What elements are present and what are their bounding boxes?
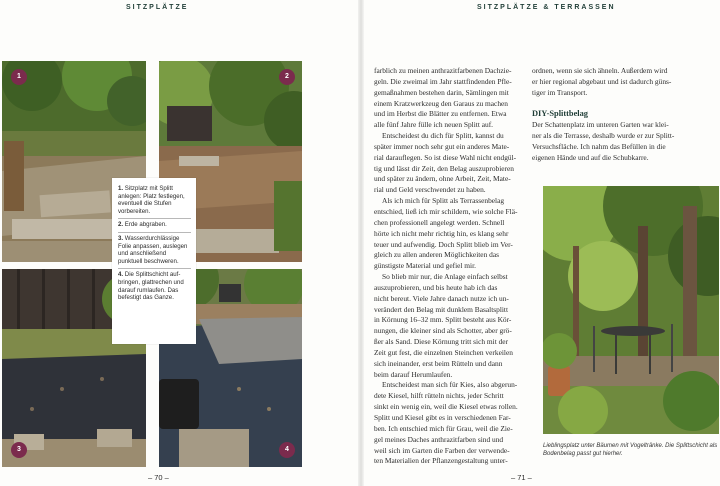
photo-badge-1: 1: [11, 69, 27, 85]
text-line: günstigste Material und gefiel mir.: [374, 261, 477, 271]
step-text: Sitzplatz mit Splitt anlegen: Platz festlegen, eventuell die Stufen vorbereiten.: [118, 185, 185, 215]
text-line: gel meines Daches anthrazitfarben sind und: [374, 434, 504, 444]
text-line: verändert den Belag mit dunklem Basaltsplitt: [374, 304, 509, 314]
text-line: gleich zu allen anderen Möglichkeiten das: [374, 250, 499, 260]
steps-caption-box: [112, 178, 196, 344]
text-line: in Körnung 16–32 mm. Splitt besteht aus Kör-: [374, 315, 512, 325]
text-line: ner als die Terrasse, deshalb wurde er zur Splitt-: [532, 131, 675, 141]
section-heading: DIY-Splittbelag: [532, 108, 588, 118]
text-line: Entscheidest man sich für Kies, also abgerun-: [382, 380, 518, 390]
text-line: nungen, die kleiner sind als Schotter, aber grö-: [374, 326, 512, 336]
photo-caption: Lieblingsplatz unter Bäumen mit Vogeltränke. Die Splittschicht als Bodenbelag passt gut hierher.: [543, 443, 718, 458]
right-page-number: – 71 –: [511, 473, 532, 482]
text-line: Zeit gut fest, die einzelnen Steinchen verkeilen: [374, 347, 513, 357]
garden-seating-photo: [543, 186, 719, 434]
text-line: entschied, ließ ich mir schildern, wie solche Flä-: [374, 206, 518, 216]
text-line: einem Kratzwerkzeug den Garaus zu machen: [374, 98, 508, 108]
text-line: So blieb mir nur, die Anlage einfach selbst: [382, 272, 508, 282]
text-line: dete Kiesel, hilft rütteln nichts, jeder Schritt: [374, 391, 504, 401]
right-running-head: SITZPLÄTZE & TERRASSEN: [477, 4, 616, 11]
body-paragraph: [374, 380, 520, 467]
text-line: Versuchsfläche. Ich nahm das Befüllen in die: [532, 142, 666, 152]
step-number: 3.: [118, 234, 124, 242]
text-line: Der Schattenplatz im unteren Garten war klei-: [532, 120, 669, 130]
text-line: er hier regional abgebaut und ist dadurch güns-: [532, 76, 672, 86]
step-number: 1.: [118, 185, 124, 192]
text-line: alle fünf Jahre fülle ich neuen Splitt auf.: [374, 120, 494, 130]
text-line: und im Herbst die Blätter zu entfernen. Etwa: [374, 109, 507, 119]
photo-badge-3: 3: [11, 442, 27, 458]
text-line: Entscheidest du dich für Splitt, kannst du: [382, 131, 504, 141]
step-text: Wasserdurchlässige Folie anpassen, auslegen und anschließend punktuell beschweren.: [118, 234, 188, 265]
text-line: später immer noch sehr gut ein anderes Mate-: [374, 141, 510, 151]
text-line: geln. Die zweimal im Jahr stattfindenden Pfle-: [374, 76, 512, 86]
photo-badge-4: 4: [279, 442, 295, 458]
text-line: und später zu ändern, ohne Arbeit, Zeit, Mate-: [374, 174, 511, 184]
book-gutter: [358, 0, 364, 486]
text-line: chen professionell angelegt werden. Schnell: [374, 217, 505, 227]
text-line: teuer und aufwendig. Doch Splitt blieb im Ver-: [374, 239, 513, 249]
step-item: [118, 269, 191, 304]
left-page-number: – 70 –: [148, 473, 169, 482]
text-line: rial darauflegen. So ist diese Wahl nicht endgül-: [374, 152, 517, 162]
text-line: hörte ich nicht mehr richtig hin, es klang sehr: [374, 228, 509, 238]
text-line: Als ich mich für Splitt als Terrassenbelag: [382, 196, 505, 206]
text-line: ten Materialien der Pflanzengestaltung unter-: [374, 456, 508, 466]
step-number: 4.: [118, 271, 124, 279]
body-paragraph: [374, 66, 520, 131]
text-column-2: [532, 66, 708, 164]
garden-seating-image: [543, 186, 719, 434]
text-line: sich ineinander, erst beim Rütteln und dann: [374, 358, 503, 368]
text-line: weil sich im Garten die Farben der verwende-: [374, 445, 510, 455]
text-line: Splitt und Kiesel gibt es in verschiedenen Far-: [374, 413, 511, 422]
text-line: rial und Geld verschwendet zu haben.: [374, 185, 486, 195]
step-text: Erde abgraben.: [124, 221, 167, 229]
body-paragraph: [374, 131, 520, 196]
step-item: [118, 183, 191, 219]
step-item: [118, 233, 191, 269]
text-line: ßer als Sand. Diese Körnung tritt sich mit der: [374, 337, 509, 347]
text-line: nicht bereut. Viele Jahre danach nutze ich un-: [374, 293, 509, 303]
step-item: [118, 219, 191, 233]
body-paragraph: [374, 272, 520, 380]
text-line: eigenen Hände und auf die Schubkarre.: [532, 152, 649, 162]
photo-badge-2: 2: [279, 69, 295, 85]
text-line: tiger im Transport.: [532, 87, 588, 97]
text-line: tig und lässt dir Zeit, den Belag auszuprobieren: [374, 163, 514, 173]
text-line: ben. Ich entschied mich für Grau, weil die Zie-: [374, 423, 513, 433]
body-paragraph: [374, 196, 520, 272]
text-column-1: [374, 66, 520, 467]
text-line: ordnen, wenn sie sich ähneln. Außerdem wird: [532, 66, 668, 75]
step-number: 2.: [118, 221, 124, 229]
step-text: Die Splittschicht aufbringen, glattrechen und darauf rumlaufen. Das befestigt das Ganze.: [118, 271, 184, 302]
left-running-head: SITZPLÄTZE: [126, 4, 189, 11]
text-line: sinkt ein wenig ein, weil die Kiesel etwas rollen.: [374, 402, 518, 412]
text-line: beim darauf Herumlaufen.: [374, 369, 453, 379]
text-line: auszuprobieren, und bis heute hab ich das: [374, 282, 498, 292]
text-line: farblich zu meinen anthrazitfarbenen Dachzie-: [374, 66, 512, 75]
text-line: gemaßnahmen bestehen darin, Sämlingen mit: [374, 87, 509, 97]
